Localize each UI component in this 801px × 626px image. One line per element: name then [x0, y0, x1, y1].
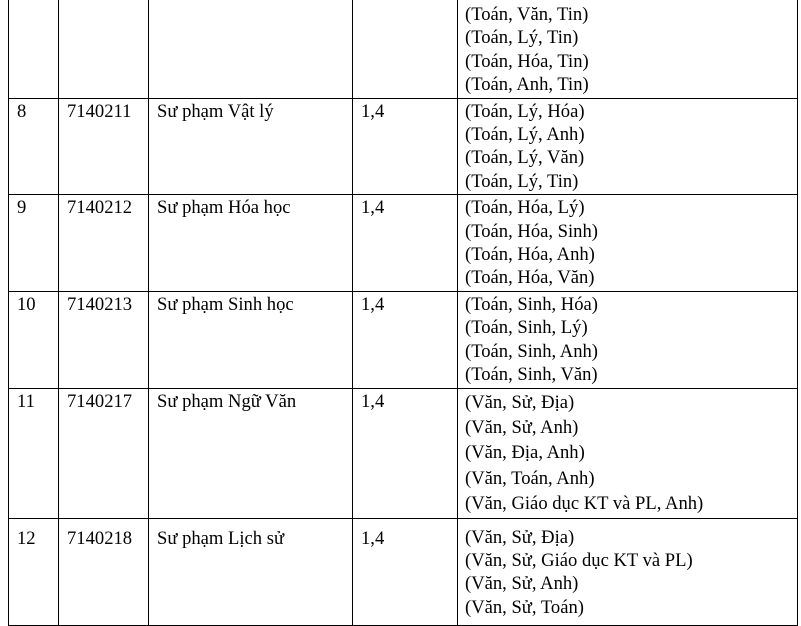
coefficient-cell: 1,4	[353, 98, 458, 195]
subject-combination: (Văn, Giáo dục KT và PL, Anh)	[465, 493, 704, 515]
coefficient-cell: 1,4	[353, 388, 458, 518]
subject-combination: (Văn, Sử, Anh)	[465, 416, 579, 438]
subject-combination: (Toán, Lý, Anh)	[465, 124, 585, 146]
subject-combination: (Văn, Sử, Địa)	[465, 526, 575, 548]
table-row	[9, 388, 798, 518]
subject-combinations-cell	[458, 518, 798, 626]
subject-combinations-cell	[458, 0, 798, 98]
major-name-cell: Sư phạm Ngữ Văn	[149, 388, 353, 518]
table-row	[9, 195, 798, 292]
major-code-cell: 7140211	[59, 98, 149, 195]
subject-combination: (Toán, Sinh, Hóa)	[465, 293, 598, 315]
subject-combination: (Văn, Sử, Anh)	[465, 573, 579, 595]
subject-combinations-cell	[458, 388, 798, 518]
table-row	[9, 291, 798, 388]
subject-combination: (Toán, Lý, Hóa)	[465, 100, 585, 122]
row-number-cell: 10	[9, 291, 59, 388]
subject-combination: (Toán, Hóa, Tin)	[465, 50, 589, 72]
major-name-cell	[149, 0, 353, 98]
major-code-cell	[59, 0, 149, 98]
subject-combination: (Toán, Văn, Tin)	[465, 4, 589, 25]
major-code-cell: 7140218	[59, 518, 149, 626]
subject-combination: (Toán, Sinh, Lý)	[465, 317, 588, 339]
coefficient-cell	[353, 0, 458, 98]
subject-combination: (Toán, Lý, Tin)	[465, 27, 579, 49]
coefficient-cell: 1,4	[353, 291, 458, 388]
subject-combinations-cell	[458, 98, 798, 195]
subject-combination: (Toán, Lý, Văn)	[465, 147, 585, 169]
subject-combination: (Văn, Sử, Địa)	[465, 391, 575, 413]
subject-combination: (Văn, Địa, Anh)	[465, 442, 585, 464]
table-row	[9, 0, 798, 98]
subject-combination: (Toán, Sinh, Văn)	[465, 364, 598, 386]
table-row	[9, 518, 798, 626]
subject-combination: (Toán, Hóa, Anh)	[465, 244, 595, 266]
subject-combination: (Văn, Sử, Toán)	[465, 596, 584, 618]
row-number-cell: 8	[9, 98, 59, 195]
subject-combination: (Văn, Sử, Giáo dục KT và PL)	[465, 549, 693, 571]
row-number-cell: 9	[9, 195, 59, 292]
subject-combinations-cell	[458, 195, 798, 292]
row-number-cell: 12	[9, 518, 59, 626]
coefficient-cell: 1,4	[353, 518, 458, 626]
major-code-cell: 7140213	[59, 291, 149, 388]
subject-combination: (Toán, Anh, Tin)	[465, 74, 589, 96]
subject-combination: (Toán, Hóa, Sinh)	[465, 220, 598, 242]
coefficient-cell: 1,4	[353, 195, 458, 292]
major-code-cell: 7140212	[59, 195, 149, 292]
row-number-cell	[9, 0, 59, 98]
subject-combination: (Toán, Lý, Tin)	[465, 170, 579, 192]
admission-program-table	[8, 0, 798, 626]
subject-combinations-cell	[458, 291, 798, 388]
row-number-cell: 11	[9, 388, 59, 518]
major-code-cell: 7140217	[59, 388, 149, 518]
major-name-cell: Sư phạm Lịch sử	[149, 518, 353, 626]
major-name-cell: Sư phạm Hóa học	[149, 195, 353, 292]
major-name-cell: Sư phạm Sinh học	[149, 291, 353, 388]
subject-combination: (Toán, Hóa, Lý)	[465, 197, 585, 219]
subject-combination: (Toán, Hóa, Văn)	[465, 267, 595, 289]
subject-combination: (Văn, Toán, Anh)	[465, 467, 595, 489]
subject-combination: (Toán, Sinh, Anh)	[465, 340, 598, 362]
major-name-cell: Sư phạm Vật lý	[149, 98, 353, 195]
table-row	[9, 98, 798, 195]
